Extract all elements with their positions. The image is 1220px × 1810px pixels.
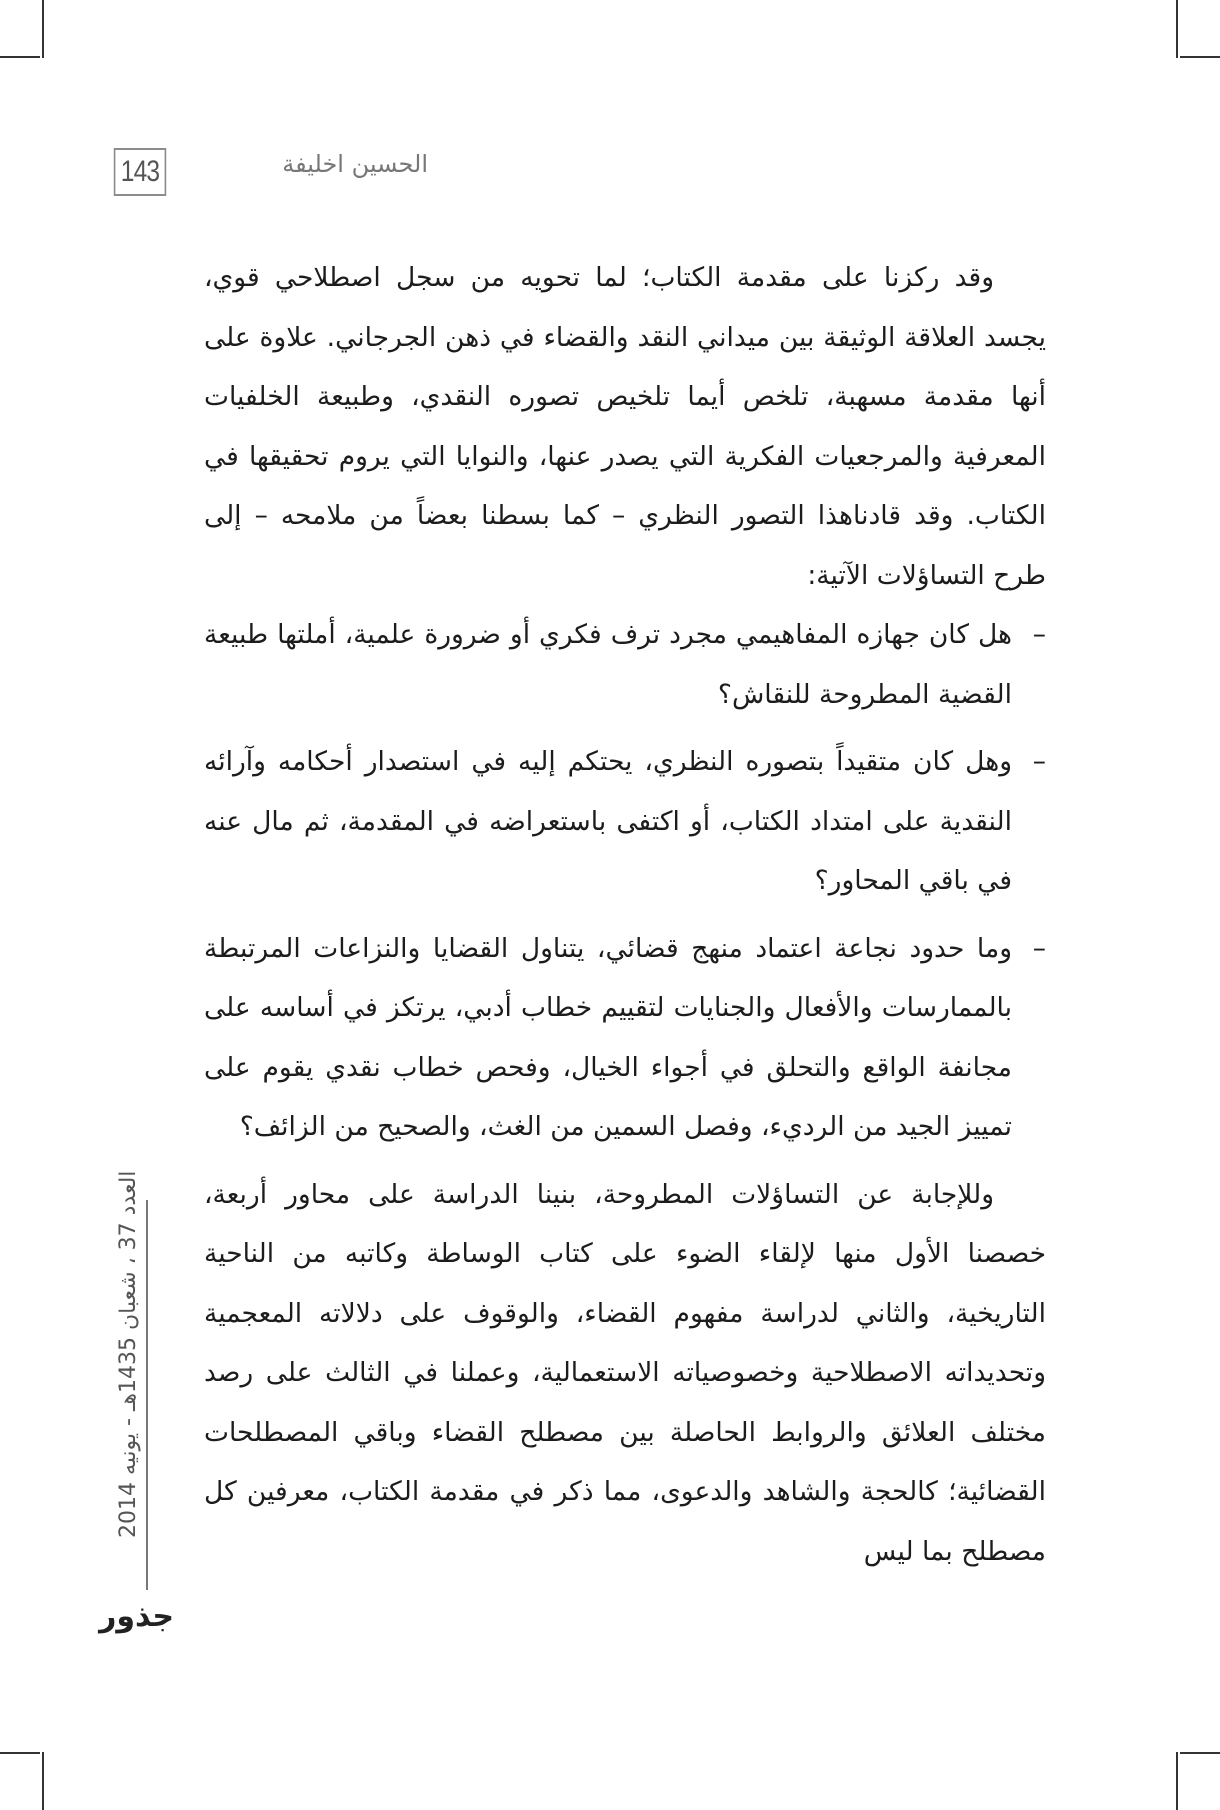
dash-marker: –	[1032, 746, 1046, 777]
crop-mark	[1176, 1752, 1178, 1810]
crop-mark	[42, 1752, 44, 1810]
article-body	[204, 248, 1046, 1581]
side-divider	[146, 1200, 148, 1590]
list-item	[204, 919, 1046, 1157]
paragraph-intro: وقد ركزنا على مقدمة الكتاب؛ لما تحويه من سجل اصطلاحي قوي، يجسد العلاقة الوثيقة بين ميداني النقد والقضاء في ذهن الجرجاني. علاوة على أنها مقدمة مسهبة، تلخص أيما تلخيص تصوره النقدي، وطبيعة الخلفيات المعرفية والمرجعيات الفكرية التي يصدر عنها، والنوايا التي يروم تحقيقها في الكتاب. وقد قادناهذا التصور النظري – كما بسطنا بعضاً من ملامحه – إلى طرح التساؤلات الآتية:	[204, 262, 1046, 591]
question-text: وما حدود نجاعة اعتماد منهج قضائي، يتناول القضايا والنزاعات المرتبطة بالممارسات والأفعال والجنايات لتقييم خطاب أدبي، يرتكز في أساسه على مجانفة الواقع والتحلق في أجواء الخيال، وفحص خطاب نقدي يقوم على تمييز الجيد من الرديء، وفصل السمين من الغث، والصحيح من الزائف؟	[204, 932, 1012, 1142]
crop-mark	[1180, 56, 1220, 58]
dash-marker: –	[1032, 619, 1046, 650]
list-item	[204, 605, 1046, 724]
crop-mark	[0, 56, 40, 58]
question-text: هل كان جهازه المفاهيمي مجرد ترف فكري أو ضرورة علمية، أملتها طبيعة القضية المطروحة للنقاش؟	[204, 619, 1012, 710]
running-head-author: الحسين اخليفة	[282, 150, 428, 178]
paragraph-outline: وللإجابة عن التساؤلات المطروحة، بنينا الدراسة على محاور أربعة، خصصنا الأول منها لإلقاء الضوء على كتاب الوساطة وكاتبه من الناحية التاريخية، والثاني لدراسة مفهوم القضاء، والوقوف على دلالاته المعجمية وتحديداته الاصطلاحية وخصوصياته الاستعمالية، وعملنا في الثالث على رصد مختلف العلائق والروابط الحاصلة بين مصطلح القضاء وباقي المصطلحات القضائية؛ كالحجة والشاهد والدعوى، مما ذكر في مقدمة الكتاب، معرفين كل مصطلح بما ليس	[204, 1178, 1046, 1567]
crop-mark	[1176, 0, 1178, 58]
journal-logo: جذور	[99, 1599, 174, 1634]
crop-mark	[1180, 1752, 1220, 1754]
question-text: وهل كان متقيداً بتصوره النظري، يحتكم إليه في استصدار أحكامه وآرائه النقدية على امتداد الكتاب، أو اكتفى باستعراضه في المقدمة، ثم مال عنه في باقي المحاور؟	[204, 746, 1012, 896]
dash-marker: –	[1032, 932, 1046, 964]
page-number: 143	[114, 148, 166, 196]
questions-list	[204, 605, 1046, 1157]
crop-mark	[42, 0, 44, 58]
crop-mark	[0, 1752, 40, 1754]
issue-info: العدد 37 ، شعبان 1435هـ - يونيه 2014	[116, 1170, 141, 1538]
list-item	[204, 732, 1046, 911]
